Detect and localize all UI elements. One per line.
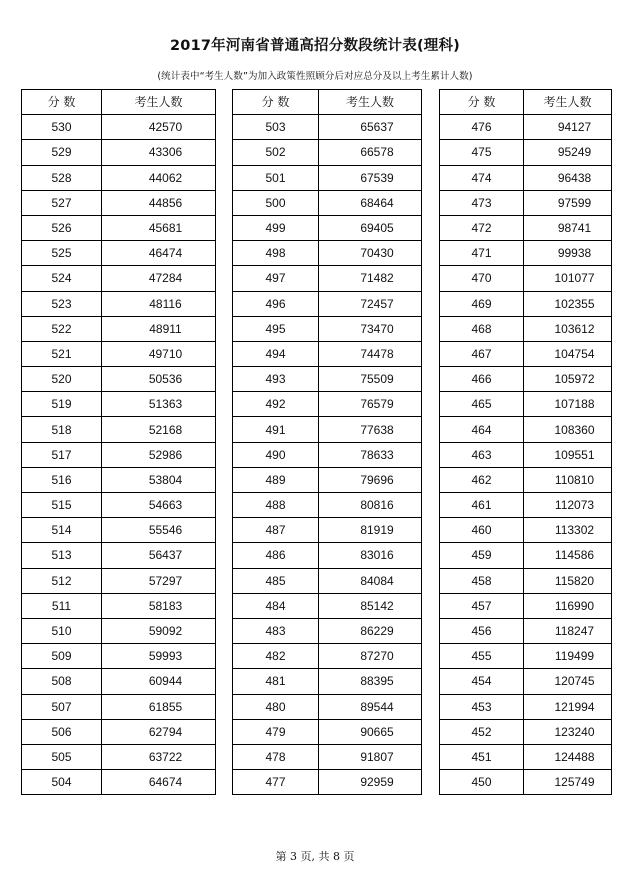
count-cell: 90665 [319,719,422,744]
score-cell: 450 [440,770,524,795]
table-row [22,770,216,795]
score-cell: 487 [233,518,319,543]
table-row [440,694,612,719]
table-row [22,291,216,316]
score-cell: 465 [440,392,524,417]
table-row [440,140,612,165]
count-cell: 76579 [319,392,422,417]
count-cell: 56437 [102,543,216,568]
count-cell: 95249 [524,140,612,165]
table-row [233,669,422,694]
score-column-header: 分 数 [233,90,319,115]
count-cell: 96438 [524,165,612,190]
table-row [440,215,612,240]
table-row [22,266,216,291]
score-cell: 512 [22,568,102,593]
count-cell: 46474 [102,241,216,266]
count-cell: 112073 [524,493,612,518]
table-row [22,694,216,719]
table-row [22,165,216,190]
count-cell: 113302 [524,518,612,543]
count-cell: 75509 [319,367,422,392]
count-cell: 86229 [319,618,422,643]
table-row [233,367,422,392]
table-row [440,392,612,417]
score-cell: 484 [233,593,319,618]
score-cell: 451 [440,744,524,769]
table-row [22,618,216,643]
score-table-1 [21,89,216,795]
count-cell: 54663 [102,493,216,518]
score-cell: 488 [233,493,319,518]
table-row [233,467,422,492]
score-cell: 466 [440,367,524,392]
score-cell: 530 [22,115,102,140]
count-cell: 87270 [319,644,422,669]
table-row [22,719,216,744]
count-cell: 52168 [102,417,216,442]
table-row [22,341,216,366]
table-row [22,316,216,341]
score-cell: 507 [22,694,102,719]
table-row [22,190,216,215]
count-cell: 99938 [524,241,612,266]
count-cell: 108360 [524,417,612,442]
score-table-3 [439,89,612,795]
table-row [440,593,612,618]
score-cell: 459 [440,543,524,568]
score-cell: 508 [22,669,102,694]
score-cell: 520 [22,367,102,392]
score-cell: 523 [22,291,102,316]
count-cell: 109551 [524,442,612,467]
score-cell: 469 [440,291,524,316]
score-cell: 492 [233,392,319,417]
table-row [233,694,422,719]
score-cell: 470 [440,266,524,291]
table-row [22,543,216,568]
table-row [22,518,216,543]
count-cell: 102355 [524,291,612,316]
count-cell: 77638 [319,417,422,442]
count-cell: 48911 [102,316,216,341]
count-cell: 43306 [102,140,216,165]
table-row [233,442,422,467]
table-row [233,417,422,442]
score-cell: 464 [440,417,524,442]
table-row [22,493,216,518]
score-cell: 518 [22,417,102,442]
count-cell: 125749 [524,770,612,795]
score-cell: 517 [22,442,102,467]
score-column-header: 分 数 [22,90,102,115]
count-cell: 79696 [319,467,422,492]
score-cell: 491 [233,417,319,442]
table-row [440,341,612,366]
count-cell: 81919 [319,518,422,543]
count-cell: 42570 [102,115,216,140]
count-cell: 123240 [524,719,612,744]
count-cell: 124488 [524,744,612,769]
score-cell: 480 [233,694,319,719]
count-cell: 83016 [319,543,422,568]
table-header-row [440,90,612,115]
table-row [22,744,216,769]
score-cell: 495 [233,316,319,341]
count-cell: 80816 [319,493,422,518]
score-cell: 496 [233,291,319,316]
score-cell: 519 [22,392,102,417]
count-cell: 115820 [524,568,612,593]
score-cell: 486 [233,543,319,568]
table-row [233,518,422,543]
count-cell: 59092 [102,618,216,643]
count-cell: 48116 [102,291,216,316]
page-title: 2017年河南省普通高招分数段统计表(理科) [169,38,460,54]
count-cell: 66578 [319,140,422,165]
table-row [22,367,216,392]
score-cell: 504 [22,770,102,795]
score-cell: 457 [440,593,524,618]
count-cell: 53804 [102,467,216,492]
table-row [440,618,612,643]
table-row [233,140,422,165]
table-row [233,190,422,215]
count-cell: 62794 [102,719,216,744]
score-cell: 471 [440,241,524,266]
table-row [233,165,422,190]
table-row [22,140,216,165]
count-cell: 92959 [319,770,422,795]
score-cell: 458 [440,568,524,593]
count-cell: 120745 [524,669,612,694]
count-cell: 64674 [102,770,216,795]
score-cell: 453 [440,694,524,719]
count-cell: 97599 [524,190,612,215]
score-cell: 510 [22,618,102,643]
score-cell: 502 [233,140,319,165]
count-cell: 107188 [524,392,612,417]
count-cell: 89544 [319,694,422,719]
table-row [22,644,216,669]
table-row [233,593,422,618]
table-row [233,618,422,643]
score-cell: 456 [440,618,524,643]
table-row [440,367,612,392]
count-cell: 104754 [524,341,612,366]
count-cell: 59993 [102,644,216,669]
table-row [233,543,422,568]
score-cell: 499 [233,215,319,240]
count-cell: 60944 [102,669,216,694]
score-cell: 455 [440,644,524,669]
table-row [440,241,612,266]
count-cell: 44062 [102,165,216,190]
table-row [22,241,216,266]
table-row [233,493,422,518]
count-cell: 84084 [319,568,422,593]
count-cell: 50536 [102,367,216,392]
table-row [440,669,612,694]
count-column-header: 考生人数 [524,90,612,115]
table-row [440,493,612,518]
table-row [22,568,216,593]
score-cell: 463 [440,442,524,467]
score-cell: 494 [233,341,319,366]
score-cell: 527 [22,190,102,215]
score-cell: 497 [233,266,319,291]
count-cell: 51363 [102,392,216,417]
page-subtitle: (统计表中“考生人数”为加入政策性照顾分后对应总分及以上考生累计人数) [157,71,473,82]
count-cell: 71482 [319,266,422,291]
count-cell: 58183 [102,593,216,618]
score-cell: 514 [22,518,102,543]
score-cell: 474 [440,165,524,190]
table-row [233,241,422,266]
count-cell: 74478 [319,341,422,366]
score-cell: 477 [233,770,319,795]
table-row [440,316,612,341]
score-cell: 521 [22,341,102,366]
score-cell: 485 [233,568,319,593]
table-row [22,442,216,467]
table-row [233,215,422,240]
table-row [440,518,612,543]
score-column-header: 分 数 [440,90,524,115]
count-cell: 69405 [319,215,422,240]
score-cell: 461 [440,493,524,518]
table-row [440,744,612,769]
table-row [233,568,422,593]
table-row [440,770,612,795]
table-row [233,316,422,341]
table-row [440,568,612,593]
table-row [22,669,216,694]
score-cell: 498 [233,241,319,266]
score-cell: 468 [440,316,524,341]
score-table-2 [232,89,422,795]
table-row [440,266,612,291]
score-cell: 529 [22,140,102,165]
count-cell: 105972 [524,367,612,392]
score-cell: 526 [22,215,102,240]
table-row [440,467,612,492]
score-cell: 476 [440,115,524,140]
count-cell: 110810 [524,467,612,492]
count-cell: 63722 [102,744,216,769]
table-row [22,467,216,492]
count-cell: 94127 [524,115,612,140]
count-cell: 116990 [524,593,612,618]
count-column-header: 考生人数 [319,90,422,115]
table-row [22,593,216,618]
count-cell: 67539 [319,165,422,190]
score-cell: 475 [440,140,524,165]
count-cell: 73470 [319,316,422,341]
count-cell: 68464 [319,190,422,215]
count-cell: 61855 [102,694,216,719]
score-cell: 513 [22,543,102,568]
count-cell: 47284 [102,266,216,291]
count-cell: 119499 [524,644,612,669]
table-row [233,291,422,316]
table-row [440,719,612,744]
score-cell: 505 [22,744,102,769]
score-cell: 483 [233,618,319,643]
table-row [22,392,216,417]
table-row [440,417,612,442]
score-cell: 473 [440,190,524,215]
table-row [440,644,612,669]
page-footer: 第 3 页, 共 8 页 [275,850,355,863]
table-row [22,417,216,442]
count-cell: 72457 [319,291,422,316]
score-cell: 478 [233,744,319,769]
score-cell: 524 [22,266,102,291]
score-cell: 460 [440,518,524,543]
score-cell: 481 [233,669,319,694]
count-cell: 98741 [524,215,612,240]
score-cell: 503 [233,115,319,140]
table-row [440,115,612,140]
table-row [233,744,422,769]
count-cell: 52986 [102,442,216,467]
table-row [440,291,612,316]
table-row [233,644,422,669]
score-cell: 515 [22,493,102,518]
score-cell: 454 [440,669,524,694]
table-row [233,266,422,291]
count-cell: 91807 [319,744,422,769]
score-cell: 462 [440,467,524,492]
table-row [440,165,612,190]
score-cell: 509 [22,644,102,669]
count-cell: 121994 [524,694,612,719]
table-row [440,442,612,467]
table-row [233,392,422,417]
score-cell: 467 [440,341,524,366]
count-cell: 65637 [319,115,422,140]
score-cell: 501 [233,165,319,190]
table-row [233,115,422,140]
table-row [233,719,422,744]
count-cell: 78633 [319,442,422,467]
score-cell: 528 [22,165,102,190]
score-cell: 479 [233,719,319,744]
count-cell: 103612 [524,316,612,341]
table-header-row [22,90,216,115]
score-cell: 511 [22,593,102,618]
table-row [22,215,216,240]
count-cell: 70430 [319,241,422,266]
count-cell: 57297 [102,568,216,593]
score-cell: 472 [440,215,524,240]
count-cell: 44856 [102,190,216,215]
count-cell: 101077 [524,266,612,291]
score-cell: 452 [440,719,524,744]
score-cell: 522 [22,316,102,341]
score-cell: 489 [233,467,319,492]
count-cell: 55546 [102,518,216,543]
table-header-row [233,90,422,115]
score-cell: 525 [22,241,102,266]
count-cell: 85142 [319,593,422,618]
score-cell: 506 [22,719,102,744]
count-cell: 118247 [524,618,612,643]
table-row [22,115,216,140]
table-row [233,770,422,795]
table-row [440,543,612,568]
count-cell: 49710 [102,341,216,366]
table-row [440,190,612,215]
score-cell: 493 [233,367,319,392]
count-column-header: 考生人数 [102,90,216,115]
score-cell: 482 [233,644,319,669]
score-cell: 500 [233,190,319,215]
score-cell: 490 [233,442,319,467]
count-cell: 88395 [319,669,422,694]
count-cell: 45681 [102,215,216,240]
table-row [233,341,422,366]
count-cell: 114586 [524,543,612,568]
score-cell: 516 [22,467,102,492]
